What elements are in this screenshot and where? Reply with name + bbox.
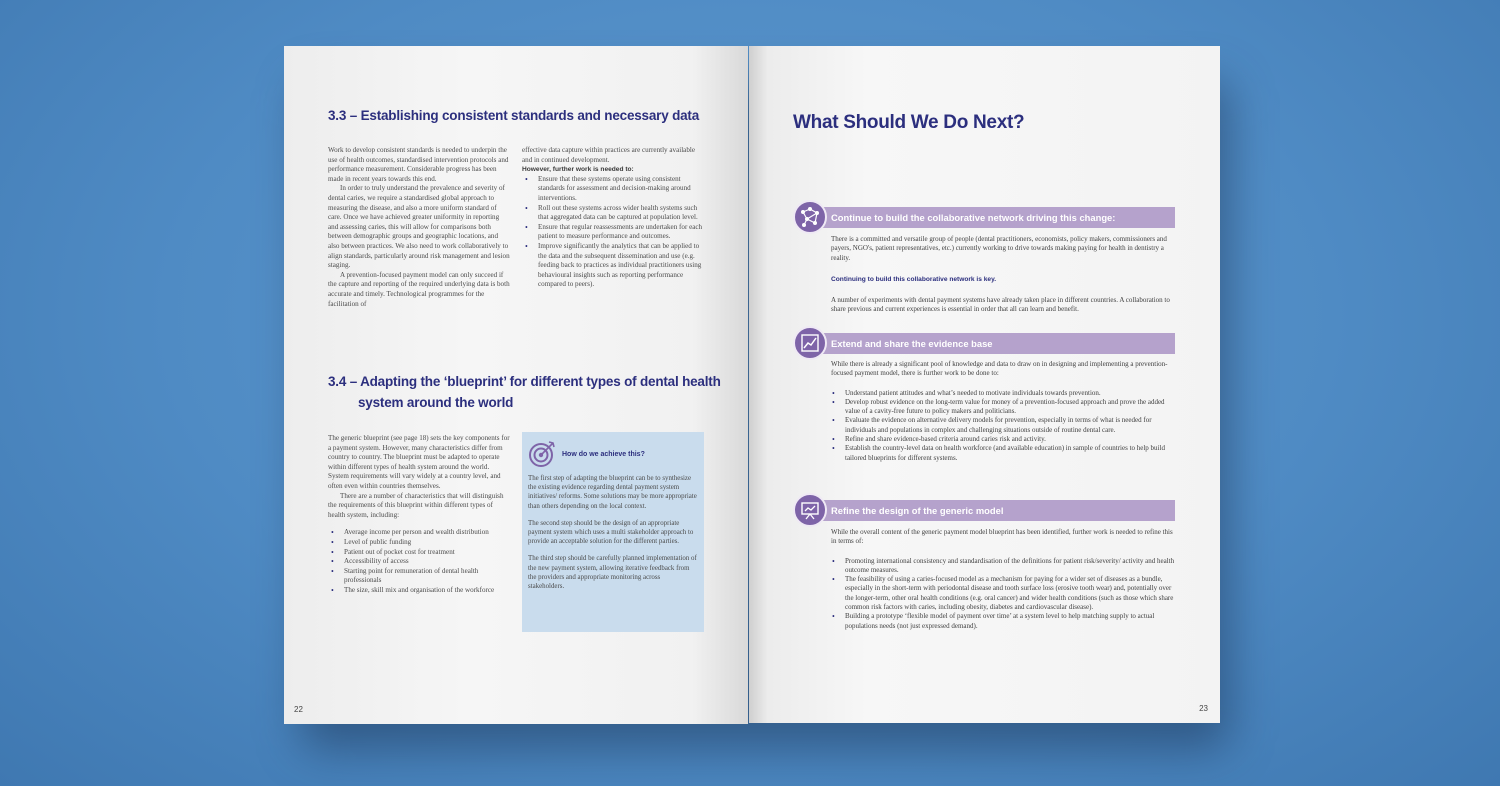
emphasis-line: Continuing to build this collaborative network is key. <box>831 275 997 283</box>
section-refine-body <box>831 528 1177 631</box>
list-item: • Evaluate the evidence on alternative delivery models for prevention, especially in terms of what is needed for individuals and populations in complex and challenging situations outside of routine dental care. <box>831 416 1177 435</box>
left-page <box>284 46 748 724</box>
paragraph: While the overall content of the generic payment model blueprint has been identified, further work is needed to refine this in terms of: <box>831 528 1173 546</box>
paragraph: A number of experiments with dental payment systems have already taken place in different countries. A collaboration to share previous and current experiences is essential in order that all can learn and benefit. <box>831 296 1170 314</box>
list-item: • Patient out of pocket cost for treatment <box>328 548 510 558</box>
bullet-list <box>831 389 1177 463</box>
section-band-evidence: Extend and share the evidence base <box>815 333 1175 354</box>
list-item: • Establish the country-level data on health workforce (and available education) in sample of countries to help build tailored blueprints for different systems. <box>831 444 1177 463</box>
paragraph: A prevention-focused payment model can only succeed if the capture and reporting of the required underlying data is both accurate and timely. Technological programmes for the facilitation of <box>328 270 510 308</box>
paragraph: effective data capture within practices are currently available and in continued development. <box>522 146 695 164</box>
section-3-3-column-2 <box>522 146 706 290</box>
paragraph: In order to truly understand the prevalence and severity of dental caries, we require a standardised global approach to measuring the disease, and also a more uniform standard of care. Once we have achieved greater uniformity in reporting and assessing caries, this will allow for comparisons both between demographic groups and geographic locations, and also between practices. We also need to work collaboratively to align standards, particularly around risk management and lesion staging. <box>328 184 510 270</box>
right-page <box>749 46 1220 723</box>
chart-icon <box>800 333 820 353</box>
list-item: • Level of public funding <box>328 538 510 548</box>
paragraph: The first step of adapting the blueprint can be to synthesize the existing evidence regarding dental payment system initiatives/ reforms. Some solutions may be more appropriate than others depending on the local context. <box>528 475 697 510</box>
section-evidence-body <box>831 360 1177 463</box>
presentation-icon <box>800 500 820 520</box>
subheading: However, further work is needed to: <box>522 166 634 174</box>
target-icon <box>528 440 556 468</box>
section-3-4-heading-line1: 3.4 – Adapting the ‘blueprint’ for different types of dental health <box>328 374 721 389</box>
paragraph: There is a committed and versatile group of people (dental practitioners, economists, policy makers, commissioners and payers, NGO's, patient representatives, etc.) currently working to drive towards making paying for health in dentistry a reality. <box>831 235 1167 262</box>
section-3-3-heading: 3.3 – Establishing consistent standards and necessary data <box>328 108 700 123</box>
paragraph: The third step should be carefully planned implementation of the new payment system, allowing iterative feedback from the providers and appropriate monitoring across stakeholders. <box>528 555 697 591</box>
section-3-3-column-1 <box>328 146 510 309</box>
list-item: • Ensure that regular reassessments are undertaken for each patient to measure performance and outcomes. <box>522 223 706 242</box>
callout-title: How do we achieve this? <box>562 450 645 458</box>
page-title: What Should We Do Next? <box>793 112 1025 133</box>
bullet-list <box>328 528 510 595</box>
list-item: • Promoting international consistency and standardisation of the definitions for patient risk/severity/ activity and health outcome measures. <box>831 557 1177 576</box>
section-band-refine: Refine the design of the generic model <box>815 500 1175 521</box>
bullet-list <box>522 175 706 290</box>
page-number: 23 <box>1199 704 1208 713</box>
list-item: • The feasibility of using a caries-focused model as a mechanism for paying for a wider set of diseases as a bundle, especially in the short-term with periodontal disease and tooth surface loss (erosive tooth wear) and, potentially over the longer-term, other oral health conditions (e.g. oral cancer) and wider health conditions (such as those which share common risk factors with caries, including obesity, diabetes and cardiovascular disease). <box>831 575 1177 612</box>
list-item: • Accessibility of access <box>328 557 510 567</box>
network-icon <box>799 206 821 228</box>
section-3-4-column-1 <box>328 434 510 596</box>
page-number: 22 <box>294 705 303 714</box>
bullet-list <box>831 557 1177 631</box>
list-item: • Building a prototype ‘flexible model of payment over time’ at a system level to help matching supply to actual populations needs (not just expressed demand). <box>831 612 1177 631</box>
paragraph: There are a number of characteristics that will distinguish the requirements of this blueprint within different types of health system, including: <box>328 491 504 519</box>
section-3-4-heading-line2: system around the world <box>358 395 514 410</box>
section-network-body <box>831 235 1177 315</box>
list-item: • Develop robust evidence on the long-term value for money of a prevention-focused approach and prove the added value of a cavity-free future to policy makers and politicians. <box>831 398 1177 417</box>
how-to-achieve-callout <box>522 432 704 632</box>
list-item: • Improve significantly the analytics that can be applied to the data and the subsequent dissemination and use (e.g. feeding back to practices as individual practitioners using behavioural insights such as reporting performance compared to peers). <box>522 242 706 290</box>
section-icon-badge <box>793 200 827 234</box>
paragraph: While there is already a significant pool of knowledge and data to draw on in designing and implementing a prevention-focused payment model, there is further work to be done to: <box>831 360 1168 378</box>
list-item: • The size, skill mix and organisation of the workforce <box>328 586 510 596</box>
paragraph: The second step should be the design of an appropriate payment system which uses a multi stakeholder approach to provide an acceptable solution for the different parties. <box>528 519 694 546</box>
paragraph: The generic blueprint (see page 18) sets the key components for a payment system. However, many characteristics differ from country to country. The blueprint must be adapted to operate within different types of health system around the world. System requirements will vary widely at a country level, and often even within countries themselves. <box>328 434 510 490</box>
list-item: • Refine and share evidence-based criteria around caries risk and activity. <box>831 435 1177 444</box>
list-item: • Roll out these systems across wider health systems such that aggregated data can be captured at population level. <box>522 204 706 223</box>
list-item: • Understand patient attitudes and what’s needed to motivate individuals towards prevention. <box>831 389 1177 398</box>
section-band-network: Continue to build the collaborative network driving this change: <box>815 207 1175 228</box>
paragraph: Work to develop consistent standards is needed to underpin the use of health outcomes, standardised intervention protocols and performance measurement. Considerable progress has been made in recent years towards this end. <box>328 146 509 183</box>
section-icon-badge <box>793 326 827 360</box>
list-item: • Starting point for remuneration of dental health professionals <box>328 567 510 586</box>
callout-header <box>528 440 698 468</box>
list-item: • Ensure that these systems operate using consistent standards for assessment and decision-making around interventions. <box>522 175 706 204</box>
list-item: • Average income per person and wealth distribution <box>328 528 510 538</box>
callout-body <box>528 474 698 591</box>
section-icon-badge <box>793 493 827 527</box>
